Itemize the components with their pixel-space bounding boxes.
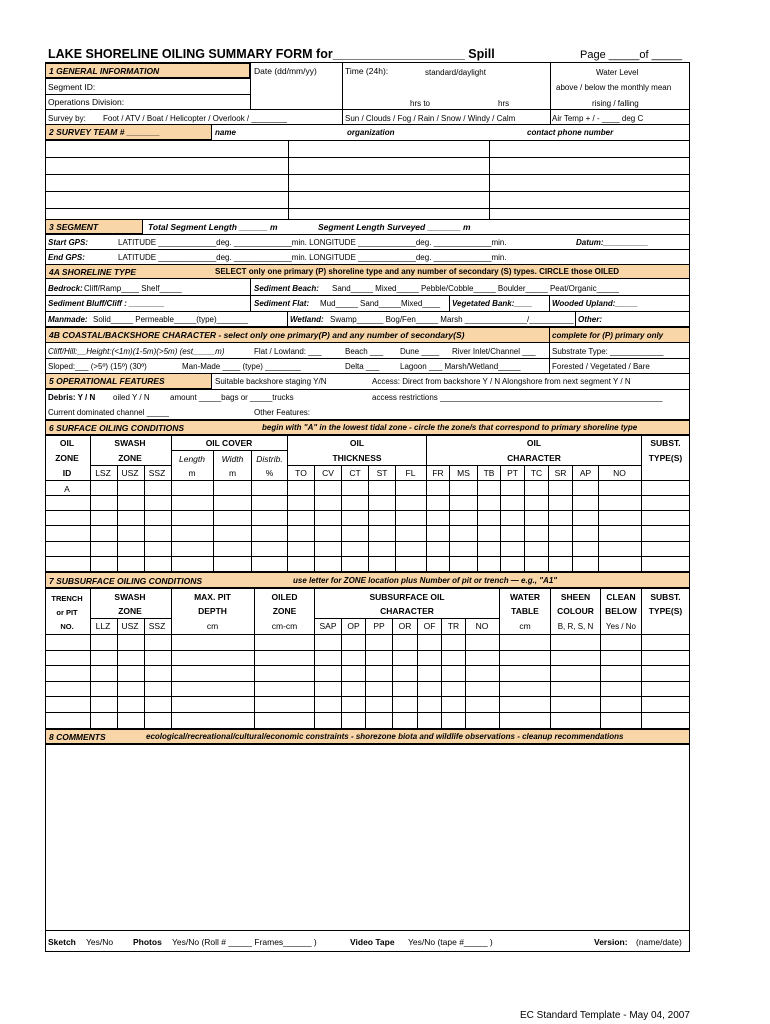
hrs-to-label: hrs to: [410, 99, 431, 108]
s6-swash-label: SWASH: [114, 438, 146, 448]
sketch-yesno[interactable]: Yes/No: [86, 937, 114, 947]
weather-options[interactable]: Sun / Clouds / Fog / Rain / Snow / Windy / Calm: [345, 114, 516, 123]
sediment-flat-options[interactable]: Mud_____ Sand_____Mixed____: [320, 299, 441, 308]
section-4a-header: 4A SHORELINE TYPE: [49, 267, 137, 277]
manmade-backshore[interactable]: Man-Made ____ (type) ________: [182, 362, 301, 371]
s7-water-unit: cm: [519, 621, 531, 631]
s6-ssz: SSZ: [148, 468, 166, 478]
s4a-hline-2: [45, 311, 690, 312]
staging-option[interactable]: Suitable backshore staging Y/N: [215, 377, 327, 386]
s4a-vline-2: [449, 295, 450, 311]
s2-vline-2: [489, 140, 490, 219]
s6-h-swash-sub: [90, 465, 171, 466]
photos-field[interactable]: Yes/No (Roll # _____ Frames______ ): [172, 937, 317, 947]
s4a-vline-3: [549, 295, 550, 311]
vegetated-bank[interactable]: Vegetated Bank:____: [452, 299, 533, 308]
shoreline-instruction: SELECT only one primary (P) shoreline type and any number of secondary (S) types. CIRCLE those OILED: [215, 267, 620, 276]
current-dominated-channel[interactable]: Current dominated channel _____: [48, 408, 169, 417]
s6-first-zone-id[interactable]: A: [64, 484, 70, 494]
substrate-type[interactable]: Substrate Type: ____________: [552, 347, 664, 356]
sediment-flat-label: Sediment Flat:: [254, 299, 310, 308]
s6-oil-label: OIL: [59, 438, 75, 448]
bedrock-label: Bedrock:: [48, 284, 83, 293]
s6-usz: USZ: [121, 468, 139, 478]
s7-table-row-line: [45, 696, 690, 697]
s7-v-water: [550, 588, 551, 728]
total-segment-length[interactable]: Total Segment Length ______ m: [148, 222, 278, 232]
s7-sheen-codes: B, R, S, N: [557, 622, 594, 631]
oiled-option[interactable]: oiled Y / N: [113, 393, 150, 402]
s6-oil-cover-label: OIL COVER: [205, 438, 253, 448]
survey-methods[interactable]: Foot / ATV / Boat / Helicopter / Overlook / ________: [103, 114, 287, 123]
s6-v-id: [90, 435, 91, 571]
s6-thickness-col-to: TO: [295, 468, 307, 478]
section-7-header: 7 SUBSURFACE OILING CONDITIONS: [49, 576, 203, 586]
s7-table-row-line: [45, 665, 690, 666]
s6-thickness-label: THICKNESS: [332, 453, 382, 463]
comments-instruction: ecological/recreational/cultural/economic constraints - shorezone biota and wildlife observations - cleanup recommendations: [146, 732, 624, 741]
s7-table-row-line: [45, 681, 690, 682]
dune-option[interactable]: Dune ____: [400, 347, 440, 356]
s7-subsurface-label: SUBSURFACE OIL: [369, 592, 445, 602]
s7-h-char-sub: [315, 618, 499, 619]
s6-thickness-col-cv: CV: [322, 468, 334, 478]
s2-hline-1: [45, 157, 690, 158]
frame-bottom: [45, 951, 690, 952]
s7-character-col-pp: PP: [373, 621, 385, 631]
end-gps-fields[interactable]: LATITUDE _____________deg. _____________min. LONGITUDE _____________deg. _____________min.: [118, 253, 507, 262]
debris-option[interactable]: Debris: Y / N: [48, 393, 96, 402]
s6-width-label: Width: [221, 454, 244, 464]
s7-oiled-unit: cm-cm: [271, 621, 298, 631]
manmade-label: Manmade:: [48, 315, 88, 324]
frame-left: [45, 62, 46, 952]
access-option[interactable]: Access: Direct from backshore Y / N Alongshore from next segment Y / N: [372, 377, 631, 386]
sediment-bluff[interactable]: Sediment Bluff/Cliff : ________: [48, 299, 165, 308]
s6-thickness-col-st: ST: [376, 468, 388, 478]
s6-table-row-line: [45, 556, 690, 557]
start-gps-fields[interactable]: LATITUDE _____________deg. _____________min. LONGITUDE _____________deg. _____________min.: [118, 238, 507, 247]
s7-no-label: NO.: [60, 622, 74, 631]
s7-table-label: TABLE: [511, 606, 539, 616]
s6-v-swash: [171, 435, 172, 571]
s7-subst-label: SUBST.: [650, 592, 681, 602]
s6-character-col-sr: SR: [554, 468, 567, 478]
s7-usz: USZ: [121, 621, 139, 631]
s7-v-swash: [171, 588, 172, 728]
s7-v-pit: [254, 588, 255, 728]
other-features[interactable]: Other Features:: [254, 408, 311, 417]
s3-hline-1: [45, 234, 690, 235]
access-restrictions[interactable]: access restrictions __________________________________________________: [372, 393, 663, 402]
s6-lsz: LSZ: [95, 468, 111, 478]
s2-hline-2: [45, 174, 690, 175]
s7-colour-label: COLOUR: [557, 606, 594, 616]
s7-character-col-tr: TR: [447, 621, 460, 631]
flat-lowland[interactable]: Flat / Lowland: ___: [254, 347, 322, 356]
s6-table-row-line: [45, 495, 690, 496]
water-level-label: Water Level: [596, 68, 639, 77]
wooded-upland[interactable]: Wooded Upland:_____: [552, 299, 638, 308]
subsurface-instruction: use letter for ZONE location plus Number of pit or trench — e.g., "A1": [293, 576, 558, 585]
bedrock-options[interactable]: Cliff/Ramp____ Shelf_____: [84, 284, 182, 293]
operations-division-label[interactable]: Operations Division:: [48, 97, 125, 107]
lagoon-marsh-option[interactable]: Lagoon ___ Marsh/Wetland_____: [400, 362, 521, 371]
s7-below-label: BELOW: [605, 606, 637, 616]
comments-area[interactable]: [47, 746, 688, 928]
s7-ssz: SSZ: [148, 621, 166, 631]
frame-right: [689, 62, 690, 952]
s6-character-col-fr: FR: [432, 468, 444, 478]
s7-character-col-no: NO: [475, 621, 489, 631]
s7-depth-label: DEPTH: [198, 606, 227, 616]
s1-hline-1: [45, 78, 251, 79]
s7-hline-0: [45, 588, 690, 589]
s2-hline-3: [45, 191, 690, 192]
cliff-hill[interactable]: Cliff/Hill:__Height:(<1m)(1-5m)(>5m) (est_____m): [48, 347, 225, 356]
s5-hline-1: [45, 389, 690, 390]
wetland-options[interactable]: Swamp______ Bog/Fen_____ Marsh ______________/__________: [330, 315, 574, 324]
s6-subst-label: SUBST.: [650, 438, 681, 448]
section-8-header: 8 COMMENTS: [49, 732, 106, 742]
section-6-header: 6 SURFACE OILING CONDITIONS: [49, 423, 185, 433]
s6-distrib-label: Distrib.: [256, 454, 283, 464]
s7-clean-label: CLEAN: [606, 592, 636, 602]
s7-trench-label: TRENCH: [51, 594, 83, 603]
s3-hline-2: [45, 249, 690, 250]
s7-water-label: WATER: [509, 592, 541, 602]
s6-length-unit: m: [188, 468, 196, 478]
rising-falling[interactable]: rising / falling: [592, 99, 639, 108]
survey-by-label: Survey by:: [48, 114, 86, 123]
s6-v-thick: [426, 435, 427, 571]
end-gps-label: End GPS:: [48, 253, 85, 262]
s6-h-cover-sub: [171, 450, 287, 451]
s7-h-swash-sub: [90, 618, 171, 619]
beach-option[interactable]: Beach ___: [345, 347, 384, 356]
s2-vline-1: [288, 140, 289, 219]
sediment-beach-label: Sediment Beach:: [254, 284, 319, 293]
hrs-label: hrs: [498, 99, 510, 108]
s7-depth-unit: cm: [206, 621, 219, 631]
s6-length-label: Length: [179, 454, 205, 464]
s7-max-pit-label: MAX. PIT: [194, 592, 231, 602]
s7-character-col-or: OR: [398, 621, 412, 631]
s6-table-row-line: [45, 525, 690, 526]
s1-hline-2: [45, 94, 251, 95]
video-label: Video Tape: [350, 937, 395, 947]
s1-vline-2: [342, 63, 343, 125]
s6-v-char: [641, 435, 642, 571]
s6-character-col-pt: PT: [507, 468, 518, 478]
datum-field[interactable]: Datum:__________: [576, 238, 649, 247]
s7-swash-zone-label: ZONE: [118, 606, 142, 616]
s7-v-trench: [90, 588, 91, 728]
s6-v-cover: [287, 435, 288, 571]
s7-types-label: TYPE(S): [648, 606, 683, 616]
complete-primary-only: complete for (P) primary only: [552, 331, 664, 340]
s4b-vline-1: [549, 327, 550, 373]
s7-v-oiled: [314, 588, 315, 728]
s7-v-sheen: [600, 588, 601, 728]
s7-character-col-sap: SAP: [319, 621, 337, 631]
team-organization-col: organization: [347, 128, 395, 137]
version-field[interactable]: (name/date): [636, 937, 682, 947]
form-title: LAKE SHORELINE OILING SUMMARY FORM for___________________ Spill: [48, 47, 495, 61]
s4b-hline-1: [45, 358, 690, 359]
s6-thickness-oil-label: OIL: [349, 438, 365, 448]
s6-width-unit: m: [228, 468, 237, 478]
s4a-vline-1: [250, 279, 251, 311]
s7-character-col-op: OP: [347, 621, 360, 631]
team-name-col: name: [215, 128, 236, 137]
sediment-beach-options[interactable]: Sand_____ Mixed_____ Pebble/Cobble_____ Boulder_____ Peat/Organic_____: [332, 284, 619, 293]
template-version: EC Standard Template - May 04, 2007: [520, 1010, 690, 1021]
s7-character-col-of: OF: [423, 621, 436, 631]
s6-zone-label: ZONE: [55, 453, 79, 463]
s6-swash-zone-label: ZONE: [118, 453, 142, 463]
s6-thickness-col-fl: FL: [405, 468, 416, 478]
s6-table-row-line: [45, 480, 690, 481]
wetland-label: Wetland:: [290, 315, 324, 324]
sketch-label: Sketch: [48, 937, 76, 947]
s6-character-col-ap: AP: [579, 468, 592, 478]
other-shoreline[interactable]: Other:: [578, 315, 602, 324]
s7-v-clean: [641, 588, 642, 728]
start-gps-label: Start GPS:: [48, 238, 89, 247]
section-3-header: 3 SEGMENT: [49, 222, 99, 232]
standard-daylight[interactable]: standard/daylight: [425, 68, 486, 77]
section-1-header: 1 GENERAL INFORMATION: [49, 66, 160, 76]
s6-table-row-line: [45, 541, 690, 542]
river-inlet-option[interactable]: River Inlet/Channel ___: [452, 347, 536, 356]
s6-table-row-line: [45, 510, 690, 511]
manmade-options[interactable]: Solid_____ Permeable_____(type)_______: [93, 315, 248, 324]
s7-oiled-label: OILED: [271, 592, 298, 602]
s2-hline-4: [45, 208, 690, 209]
s7-table-row-line: [45, 634, 690, 635]
air-temp[interactable]: Air Temp + / - ____ deg C: [552, 114, 644, 123]
section-5-header: 5 OPERATIONAL FEATURES: [49, 376, 165, 386]
s4a-vline-5: [575, 311, 576, 326]
s7-swash-label: SWASH: [114, 592, 146, 602]
debris-amount[interactable]: amount _____bags or _____trucks: [170, 393, 294, 402]
s7-character-label: CHARACTER: [380, 606, 434, 616]
section-4b-header: 4B COASTAL/BACKSHORE CHARACTER - select only one primary(P) and any number of secondary(S): [49, 330, 465, 340]
above-below-mean[interactable]: above / below the monthly mean: [556, 83, 672, 92]
s7-llz: LLZ: [95, 621, 111, 631]
s6-character-label: CHARACTER: [507, 453, 561, 463]
s6-character-col-no: NO: [613, 468, 626, 478]
time-label[interactable]: Time (24h):: [345, 66, 389, 76]
forested-vegetated-bare[interactable]: Forested / Vegetated / Bare: [552, 362, 650, 371]
s6-character-oil-label: OIL: [526, 438, 542, 448]
team-contact-col: contact phone number: [527, 128, 614, 137]
s6-id-label: ID: [62, 468, 72, 478]
s6-thickness-col-ct: CT: [349, 468, 361, 478]
s6-character-col-ms: MS: [457, 468, 470, 478]
s2-hline-0: [45, 140, 690, 141]
section-2-header: 2 SURVEY TEAM # _______: [49, 127, 160, 137]
s6-types-label: TYPE(S): [648, 453, 683, 463]
date-label[interactable]: Date (dd/mm/yy): [254, 66, 317, 76]
s4a-hline-1: [45, 295, 690, 296]
s7-sheen-label: SHEEN: [560, 592, 591, 602]
s7-clean-yesno: Yes / No: [606, 622, 636, 631]
photos-label: Photos: [133, 937, 162, 947]
s6-hline-0: [45, 435, 690, 436]
s7-or-pit-label: or PIT: [56, 608, 78, 617]
s7-table-row-line: [45, 650, 690, 651]
s7-table-row-line: [45, 712, 690, 713]
s1-vline-1: [250, 63, 251, 110]
segment-id-label[interactable]: Segment ID:: [48, 82, 96, 92]
s1-vline-3: [550, 63, 551, 125]
version-label: Version:: [594, 937, 628, 947]
s7-oiled-zone-label: ZONE: [272, 606, 297, 616]
s6-distrib-unit: %: [265, 468, 274, 478]
s6-character-col-tb: TB: [483, 468, 495, 478]
page-label: Page _____of _____: [580, 49, 683, 61]
delta-option[interactable]: Delta ___: [345, 362, 380, 371]
segment-length-surveyed[interactable]: Segment Length Surveyed _______ m: [318, 222, 471, 232]
s6-character-col-tc: TC: [530, 468, 543, 478]
surface-instruction: begin with "A" in the lowest tidal zone - circle the zone/s that correspond to primary shoreline type: [262, 423, 638, 432]
footer-hline: [45, 930, 690, 931]
s4a-vline-4: [287, 311, 288, 326]
sloped-option[interactable]: Sloped:___ (>5º) (15º) (30º): [48, 362, 147, 371]
s8-hline: [45, 744, 690, 745]
s7-v-char: [499, 588, 500, 728]
s6-h-oil-sub: [288, 465, 641, 466]
video-field[interactable]: Yes/No (tape #_____ ): [408, 937, 493, 947]
s1-hline-3: [45, 109, 690, 110]
